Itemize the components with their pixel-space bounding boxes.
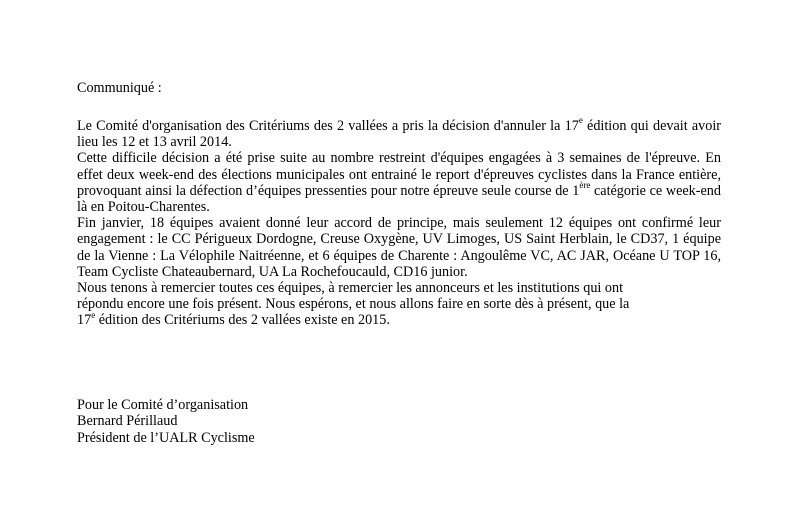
paragraph-cancellation-text: Le Comité d'organisation des Critériums des 2 vallées a pris la décision d'annuler la 17 bbox=[77, 118, 579, 134]
paragraph-teams: Fin janvier, 18 équipes avaient donné leur accord de principe, mais seulement 12 équipes ont confirmé leur engagement : le CC Périgueux Dordogne, Creuse Oxygène, UV Limoges, US Saint Herblain, le CD37, 1 équipe de la Vienne : La Vélophile Naitréenne, et 6 équipes de Charente : Angoulême VC, AC JAR, Océane U TOP 16, Team Cycliste Chateaubernard, UA La Rochefoucauld, CD16 junior. bbox=[77, 215, 721, 280]
paragraph-cancellation-text-end: édition qui devait avoir lieu les 12 et 13 avril 2014. bbox=[77, 118, 721, 151]
paragraph-reason-text-end: catégorie ce week-end là en Poitou-Charentes. bbox=[77, 182, 721, 216]
paragraph-thanks bbox=[77, 280, 721, 329]
ordinal-superscript: ère bbox=[579, 180, 591, 191]
ordinal-superscript: e bbox=[91, 309, 96, 320]
signature-line-title: Président de l’UALR Cyclisme bbox=[77, 429, 255, 446]
paragraph-reason bbox=[77, 150, 721, 215]
signature-line-name: Bernard Périllaud bbox=[77, 413, 178, 430]
paragraph-cancellation bbox=[77, 115, 721, 151]
document-heading: Communiqué : bbox=[77, 80, 162, 96]
signature-line-committee: Pour le Comité d’organisation bbox=[77, 397, 249, 413]
paragraph-thanks-line1: Nous tenons à remercier toutes ces équipes, à remercier les annonceurs et les institutions qui ont bbox=[77, 280, 624, 297]
paragraph-reason-text: Cette difficile décision a été prise suite au nombre restreint d'équipes engagées à 3 semaines de l'épreuve. En effet deux week-end des élections municipales ont entrainé le report d'épreuves cyclistes dans la France entière, provoquant ainsi la défection d’équipes pressenties pour notre épreuve seule course de 1 bbox=[77, 150, 721, 199]
paragraph-thanks-line3-prefix: 17 bbox=[77, 312, 92, 329]
paragraph-thanks-line3-rest: édition des Critériums des 2 vallées existe en 2015. bbox=[95, 312, 390, 329]
document-body bbox=[77, 115, 721, 329]
ordinal-superscript: e bbox=[578, 115, 583, 126]
signature-block bbox=[77, 397, 255, 446]
paragraph-thanks-line2: répondu encore une fois présent. Nous espérons, et nous allons faire en sorte dès à présent, que la bbox=[77, 296, 630, 313]
